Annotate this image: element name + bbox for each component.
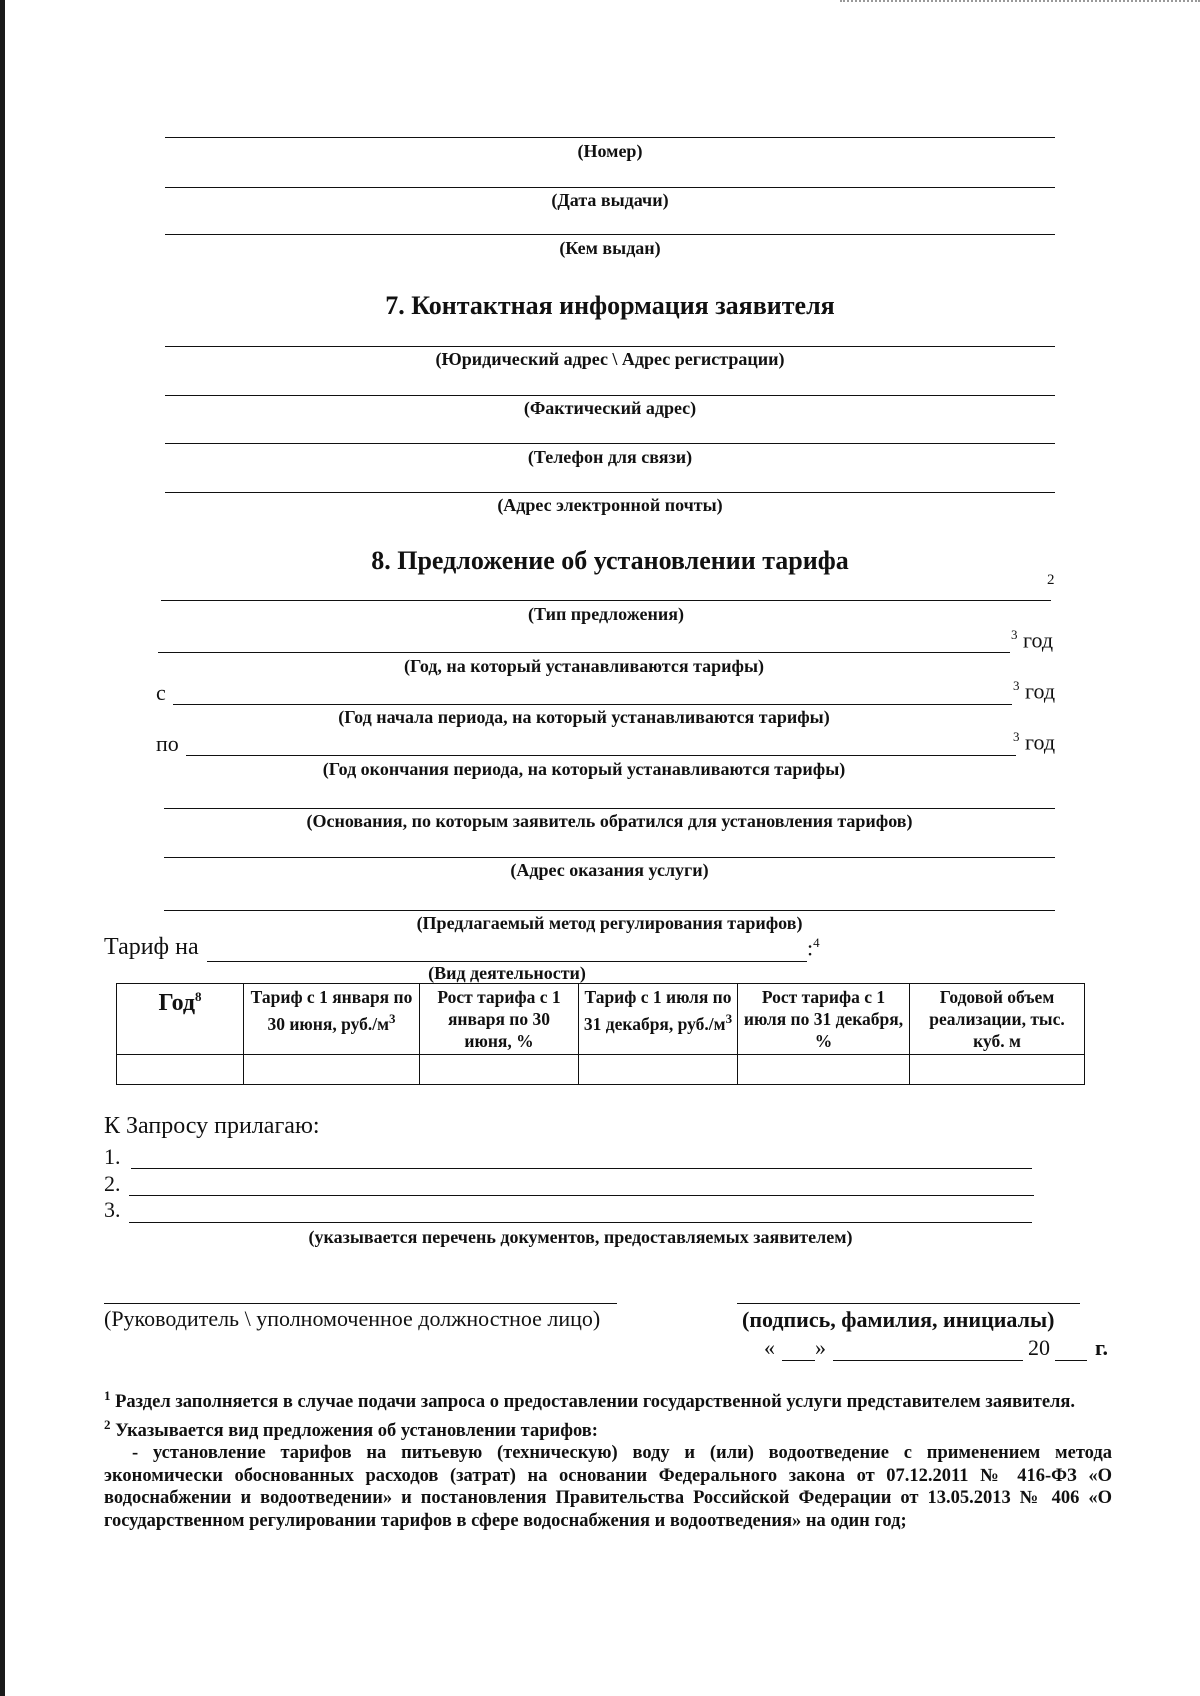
footnote-1-number: 1 xyxy=(104,1388,111,1403)
basis-line[interactable] xyxy=(164,808,1055,809)
period-start-line[interactable] xyxy=(173,704,1012,705)
year-header-footnote: 8 xyxy=(195,989,202,1004)
attachment-number: 3. xyxy=(104,1197,121,1222)
year-word: год xyxy=(1025,729,1056,755)
footnote-1 xyxy=(104,1385,1112,1414)
period-end-suffix xyxy=(1013,729,1055,755)
attachments-title: К Запросу прилагаю: xyxy=(104,1113,320,1139)
tariff-suffix xyxy=(807,935,820,961)
tariff-jul-dec-cell[interactable] xyxy=(579,1055,738,1085)
footnote-2 xyxy=(104,1414,1112,1443)
email-line[interactable] xyxy=(165,492,1055,493)
attachment-line-2[interactable] xyxy=(129,1195,1034,1196)
section8-title: 8. Предложение об установлении тарифа xyxy=(371,546,849,575)
annual-volume-cell[interactable] xyxy=(910,1055,1085,1085)
scan-top-mark xyxy=(840,0,1200,6)
actual-address-caption: (Фактический адрес) xyxy=(523,398,697,418)
attachments-caption: (указывается перечень документов, предоставляемых заявителем) xyxy=(308,1227,853,1247)
position-line[interactable] xyxy=(104,1303,617,1304)
email-caption: (Адрес электронной почты) xyxy=(497,495,723,515)
type-footnote-mark: 2 xyxy=(1047,572,1055,588)
signature-line[interactable] xyxy=(737,1303,1080,1304)
tariff-jan-jun-cell[interactable] xyxy=(244,1055,420,1085)
section7-title: 7. Контактная информация заявителя xyxy=(385,291,835,320)
issued-by-caption: (Кем выдан) xyxy=(559,238,661,258)
tariff-footnote-mark: 4 xyxy=(813,935,820,950)
col-annual-volume: Годовой объем реализации, тыс. куб. м xyxy=(910,984,1085,1055)
growth-jan-jun-cell[interactable] xyxy=(420,1055,579,1085)
legal-address-caption: (Юридический адрес \ Адрес регистрации) xyxy=(435,349,785,369)
phone-line[interactable] xyxy=(165,443,1055,444)
position-caption: (Руководитель \ уполномоченное должностное лицо) xyxy=(104,1306,601,1331)
from-prefix: с xyxy=(156,680,166,705)
footnote-2-number: 2 xyxy=(104,1416,111,1432)
number-line[interactable] xyxy=(165,137,1055,138)
to-prefix: по xyxy=(156,731,179,756)
tariff-year-caption: (Год, на который устанавливаются тарифы) xyxy=(403,656,765,676)
attachment-number: 2. xyxy=(104,1171,121,1196)
attachment-line-3[interactable] xyxy=(129,1222,1032,1223)
proposal-type-caption: (Тип предложения) xyxy=(528,604,684,624)
basis-caption: (Основания, по которым заявитель обратился для установления тарифов) xyxy=(306,811,913,831)
period-start-caption: (Год начала периода, на который устанавливаются тарифы) xyxy=(338,707,830,727)
growth-jul-dec-cell[interactable] xyxy=(738,1055,910,1085)
col-growth-jul-dec: Рост тарифа с 1 июля по 31 декабря, % xyxy=(738,984,910,1055)
signature-caption: (подпись, фамилия, инициалы) xyxy=(742,1307,1055,1332)
attachment-line-1[interactable] xyxy=(131,1168,1032,1169)
year-cell[interactable] xyxy=(117,1055,244,1085)
year-word: год xyxy=(1025,678,1056,704)
year-suffix: г. xyxy=(1095,1335,1109,1360)
year-footnote-mark: 3 xyxy=(1011,627,1018,642)
legal-address-line[interactable] xyxy=(165,346,1055,347)
tariff-table-header xyxy=(117,984,1085,1055)
phone-caption: (Телефон для связи) xyxy=(527,447,693,467)
tariff-colon: : xyxy=(807,935,814,961)
period-start-suffix xyxy=(1013,678,1055,704)
issue-date-caption: (Дата выдачи) xyxy=(551,190,669,210)
tariff-year-line[interactable] xyxy=(158,652,1010,653)
date-close-quote: » xyxy=(815,1335,826,1360)
proposal-type-line[interactable] xyxy=(161,600,1051,601)
service-address-caption: (Адрес оказания услуги) xyxy=(510,860,709,880)
month-line[interactable] xyxy=(833,1360,1023,1361)
issue-date-line[interactable] xyxy=(165,187,1055,188)
footnote-2-text: Указывается вид предложения об установлении тарифов: xyxy=(115,1420,598,1441)
method-line[interactable] xyxy=(164,910,1055,911)
service-address-line[interactable] xyxy=(164,857,1055,858)
issued-by-line[interactable] xyxy=(165,234,1055,235)
method-caption: (Предлагаемый метод регулирования тарифов) xyxy=(416,913,803,933)
year-prefix: 20 xyxy=(1028,1335,1050,1360)
day-line[interactable] xyxy=(782,1360,815,1361)
col-growth-jan-jun: Рост тарифа с 1 января по 30 июня, % xyxy=(420,984,579,1055)
col-tariff-jul-dec: Тариф с 1 июля по 31 декабря, $руб./м^3$ xyxy=(579,984,738,1055)
tariff-table xyxy=(116,983,1085,1085)
period-end-caption: (Год окончания периода, на который устанавливаются тарифы) xyxy=(322,759,846,779)
activity-line[interactable] xyxy=(207,961,807,962)
activity-caption: (Вид деятельности) xyxy=(428,963,586,983)
attachment-number: 1. xyxy=(104,1144,121,1169)
actual-address-line[interactable] xyxy=(165,395,1055,396)
number-caption: (Номер) xyxy=(577,141,643,161)
year-header: Год$^8$ xyxy=(117,984,244,1055)
footnote-1-text: Раздел заполняется в случае подачи запроса о предоставлении государственной услуги представителем заявителя. xyxy=(115,1392,1076,1413)
footnotes xyxy=(104,1385,1112,1532)
tariff-year-suffix xyxy=(1011,627,1053,653)
year-line[interactable] xyxy=(1055,1360,1087,1361)
year-footnote-mark: 3 xyxy=(1013,678,1020,693)
tariff-prefix: Тариф на xyxy=(104,934,199,960)
year-footnote-mark: 3 xyxy=(1013,729,1020,744)
footnote-2-item: - установление тарифов на питьевую (техническую) воду и (или) водоотведение с применением метода экономически обоснованных расходов (затрат) на основании Федерального закона от 07.12.2011 № 416-ФЗ «О водоснабжении и водоотведении» и постановления Правительства Российской Федерации от 13.05.2013 № 406 «О государственном регулировании тарифов в сфере водоснабжения и водоотведения» на один год; xyxy=(104,1443,1112,1531)
period-end-line[interactable] xyxy=(186,755,1016,756)
date-open-quote: « xyxy=(764,1335,775,1360)
table-row xyxy=(117,1055,1085,1085)
year-word: год xyxy=(1023,627,1054,653)
col-tariff-jan-jun: Тариф с 1 января по 30 июня, $руб./м^3$ xyxy=(244,984,420,1055)
